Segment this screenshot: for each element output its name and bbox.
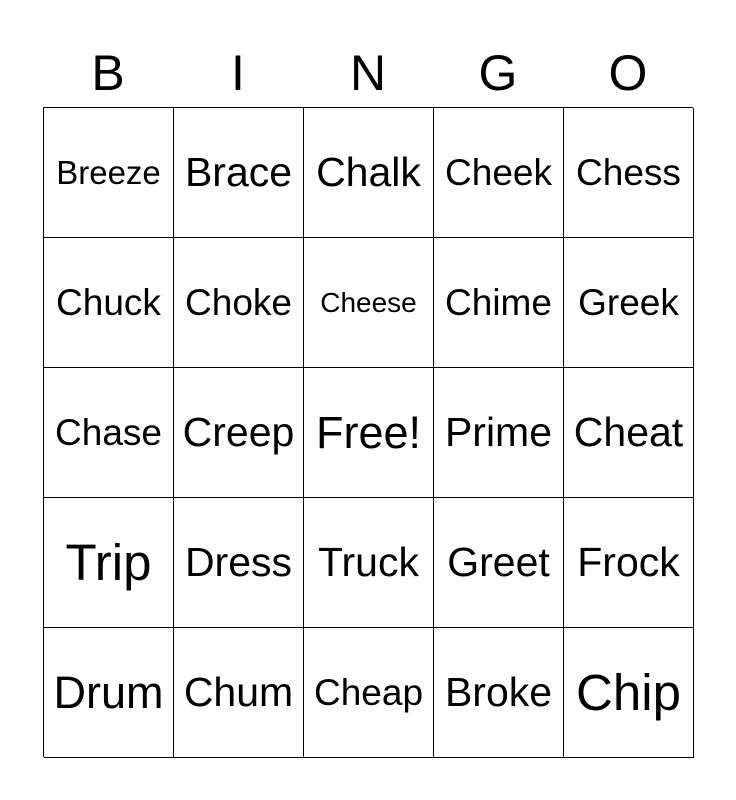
bingo-cell-chase[interactable]: Chase (44, 368, 174, 498)
bingo-cell-frock[interactable]: Frock (564, 498, 694, 628)
header-letter-n: N (349, 45, 387, 101)
bingo-cell-free[interactable]: Free! (304, 368, 434, 498)
header-letter-o: O (608, 45, 648, 101)
bingo-grid (43, 107, 693, 757)
bingo-cell-chime[interactable]: Chime (434, 238, 564, 368)
bingo-cell-chip[interactable]: Chip (564, 628, 694, 758)
bingo-cell-breeze[interactable]: Breeze (44, 108, 174, 238)
bingo-cell-greek[interactable]: Greek (564, 238, 694, 368)
bingo-cell-chum[interactable]: Chum (174, 628, 304, 758)
bingo-cell-prime[interactable]: Prime (434, 368, 564, 498)
bingo-cell-brace[interactable]: Brace (174, 108, 304, 238)
header-letter-b: B (91, 45, 125, 101)
bingo-cell-truck[interactable]: Truck (304, 498, 434, 628)
bingo-cell-cheap[interactable]: Cheap (304, 628, 434, 758)
bingo-header (43, 40, 693, 106)
bingo-cell-cheek[interactable]: Cheek (434, 108, 564, 238)
header-letter-i: I (231, 45, 245, 101)
bingo-cell-cheat[interactable]: Cheat (564, 368, 694, 498)
bingo-cell-chuck[interactable]: Chuck (44, 238, 174, 368)
bingo-cell-broke[interactable]: Broke (434, 628, 564, 758)
bingo-cell-choke[interactable]: Choke (174, 238, 304, 368)
bingo-cell-cheese[interactable]: Cheese (304, 238, 434, 368)
bingo-cell-trip[interactable]: Trip (44, 498, 174, 628)
bingo-cell-creep[interactable]: Creep (174, 368, 304, 498)
header-letter-g: G (478, 45, 518, 101)
bingo-cell-greet[interactable]: Greet (434, 498, 564, 628)
bingo-cell-chalk[interactable]: Chalk (304, 108, 434, 238)
bingo-cell-chess[interactable]: Chess (564, 108, 694, 238)
bingo-cell-drum[interactable]: Drum (44, 628, 174, 758)
bingo-cell-dress[interactable]: Dress (174, 498, 304, 628)
